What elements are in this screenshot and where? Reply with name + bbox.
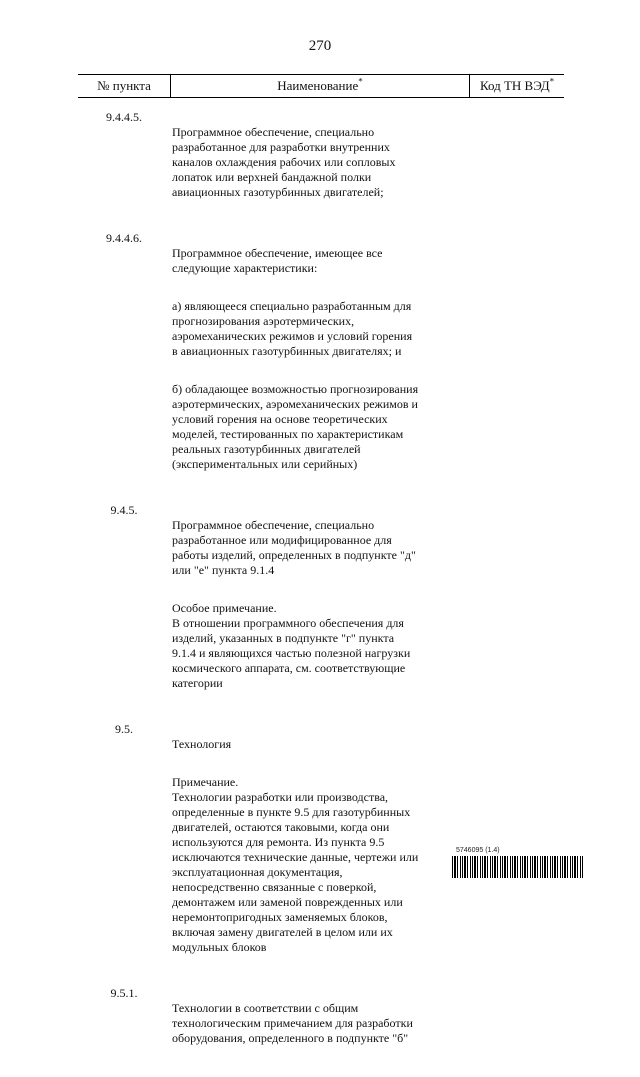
- item-paragraph: Программное обеспечение, специально разработанное для разработки внутренних каналов охлаждения рабочих или сопловых лопаток или верхней бандажной полки авиационных газотурбинных двигателей;: [172, 125, 396, 199]
- document-code: 5746095 (1.4): [456, 847, 500, 854]
- header-item-number: [78, 75, 170, 97]
- item-paragraph: Программное обеспечение, специально разработанное или модифицированное для работы изделий, определенных в подпункте "д" или "е" пункта 9.1.4: [172, 518, 416, 577]
- item-paragraph: Программное обеспечение, имеющее все следующие характеристики:: [172, 246, 383, 275]
- table-body: [78, 110, 564, 1077]
- item-number: 9.4.4.6.: [106, 231, 142, 245]
- item-number: 9.4.5.: [110, 503, 138, 517]
- item-description: [172, 231, 462, 495]
- item-description: [172, 503, 462, 714]
- item-number: 9.4.4.5.: [106, 110, 142, 124]
- header-item-number-label: № пункта: [97, 78, 151, 93]
- item-description: [172, 986, 462, 1069]
- item-paragraph: а) являющееся специально разработанным для прогнозирования аэротермических, аэромеханических режимов и условий горения в авиационных газотурбинных двигателях; и: [172, 299, 413, 358]
- page-number: 270: [308, 38, 332, 54]
- header-name-mark: *: [358, 76, 363, 87]
- item-number: 9.5.1.: [110, 986, 138, 1000]
- note: Примечание. Технологии разработки или производства, определенные в пункте 9.5 для газотурбинных двигателей, остаются таковыми, когда они используются для ремонта. Из пункта 9.5 исключаются технические данные, чертежи или эксплуатационная документация, непосредственно связанные с поверкой, демонтажем или заменой поврежденных или неремонтопригодных заменяемых блоков, включая замену двигателей в целом или их модульных блоков: [172, 775, 419, 954]
- item-paragraph: б) обладающее возможностью прогнозирования аэротермических, аэромеханических режимов и условий горения на основе теоретических моделей, тестированных по характеристикам реальных газотурбинных двигателей (экспериментальных или серийных): [172, 382, 419, 471]
- table-row: [78, 503, 564, 714]
- table-row: [78, 986, 564, 1069]
- item-paragraph: Технология: [172, 737, 232, 751]
- table-row: [78, 110, 564, 223]
- table-header: [78, 74, 564, 98]
- item-description: [172, 722, 462, 978]
- header-code-label: Код ТН ВЭД: [479, 78, 550, 93]
- header-name-label: Наименование: [277, 78, 359, 93]
- item-number: 9.5.: [115, 722, 133, 736]
- item-description: [172, 110, 462, 223]
- header-name: [170, 75, 470, 97]
- barcode: [452, 856, 584, 878]
- header-code-mark: *: [549, 76, 555, 87]
- item-paragraph: Технологии в соответствии с общим технологическим примечанием для разработки оборудования, определенного в подпункте "б": [172, 1001, 413, 1045]
- header-code: [470, 75, 564, 97]
- table-row: [78, 231, 564, 495]
- special-note: Особое примечание. В отношении программного обеспечения для изделий, указанных в подпункте "г" пункта 9.1.4 и являющихся частью полезной нагрузки космического аппарата, см. соответствующие категории: [172, 601, 411, 690]
